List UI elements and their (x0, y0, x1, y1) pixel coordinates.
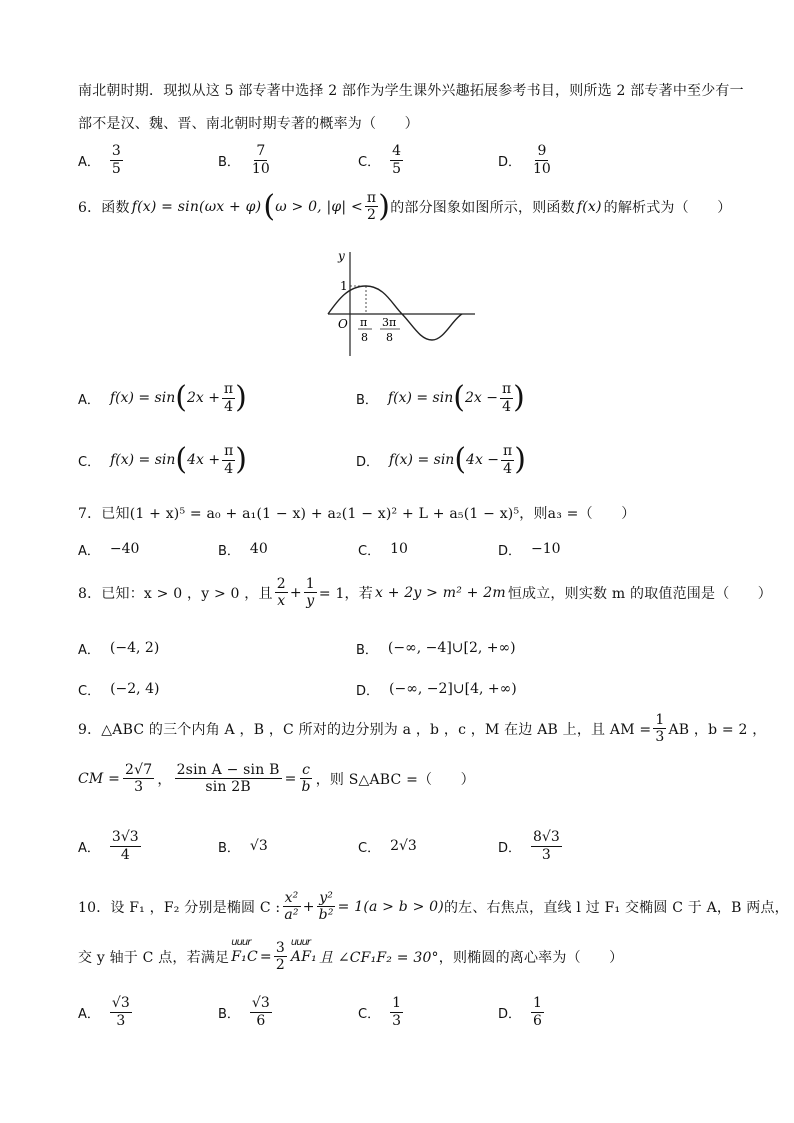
q8-option-a[interactable]: A． (−4, 2) (78, 640, 160, 658)
q5-option-d[interactable]: D． $\frac{9}{10}$ (498, 143, 551, 177)
vector-af1: uuur AF₁ (290, 936, 317, 965)
q5-option-a[interactable]: A． $\frac{3}{5}$ (78, 143, 121, 177)
q8-options-row2 (78, 667, 738, 711)
q6-option-d[interactable]: D． f(x) = sin ( 4x − $\frac{\pi}{4}$ ) (356, 442, 526, 477)
origin-label: O (338, 317, 348, 331)
q5-options (78, 138, 738, 182)
q9-option-d[interactable]: D． $\frac{8√3}{3}$ (498, 829, 560, 863)
q7-stem: 7．已知(1 + x)⁵ = a₀ + a₁(1 − x) + a₂(1 − x)² + L + a₅(1 − x)⁵，则a₃ =（ ） (78, 506, 636, 522)
y-label: y (338, 249, 345, 263)
q7-option-c[interactable]: C． 10 (358, 541, 408, 559)
q10-stem-line1: 10．设 F₁ ，F₂ 分别是椭圆 C : $\frac{\text{x²}}{\text{a²}}$ + $\frac{\text{y²}}{\text{b²}}$ = 1(a > b > 0) 的左、右焦点，直线 l 过 F₁ 交椭圆 C 于 A，B 两点， (78, 890, 789, 924)
q9-options (78, 824, 738, 868)
tick1-den: 8 (361, 331, 368, 344)
q10-options (78, 990, 738, 1034)
q10-option-c[interactable]: C． $\frac{1}{3}$ (358, 995, 401, 1029)
tick2-den: 8 (386, 331, 393, 344)
tick1-num: π (360, 316, 368, 329)
q6-stem: 6．函数 f(x) = sin(ωx + φ) ( ω > 0, |φ| < $\frac{\pi}{2}$ ) 的部分图象如图所示，则函数 f(x) 的解析式为（ ） (78, 188, 732, 224)
q9-option-a[interactable]: A． $\frac{3√3}{4}$ (78, 829, 139, 863)
q5-line2: 部不是汉、魏、晋、南北朝时期专著的概率为（ ） (78, 116, 419, 132)
q8-option-d[interactable]: D． (−∞, −2]∪[4, +∞) (356, 681, 517, 699)
q7-options (78, 527, 738, 571)
q10-option-d[interactable]: D． $\frac{1}{6}$ (498, 995, 542, 1029)
vector-f1c: uuur F₁C (231, 936, 258, 965)
q7-option-b[interactable]: B． 40 (218, 541, 268, 559)
q9-option-c[interactable]: C． 2√3 (358, 838, 417, 856)
q10-stem-line2: 交 y 轴于 C 点，若满足 uuur F₁C = $\frac{3}{2}$ uuur AF₁ 且 ∠CF₁F₂ = 30° ，则椭圆的离心率为（ ） (78, 936, 624, 974)
q5-line1: 南北朝时期．现拟从这 5 部专著中选择 2 部作为学生课外兴趣拓展参考书目，则所选 2 部专著中至少有一 (78, 83, 744, 99)
q8-option-c[interactable]: C． (−2, 4) (78, 681, 160, 699)
q8-option-b[interactable]: B． (−∞, −4]∪[2, +∞) (356, 640, 516, 658)
q9-stem-line1: 9．△ABC 的三个内角 A ，B ，C 所对的边分别为 a ，b ，c ，M 在边 AB 上，且 AM = $\frac{1}{3}$ AB ，b = 2 ， (78, 712, 767, 746)
q7-option-a[interactable]: A． −40 (78, 541, 140, 559)
sine-curve (328, 286, 462, 340)
q8-options-row1 (78, 626, 738, 670)
q9-stem-line2: CM = $\frac{2√7}{3}$ ， $\frac{\text{2sin A − sin B}}{\sin 2B}$ = $\frac{c}{b}$ ，则 S△ABC =（ ） (78, 762, 475, 796)
q10-option-b[interactable]: B． $\frac{√3}{6}$ (218, 995, 270, 1029)
sine-graph (320, 248, 480, 358)
tick2-num: 3π (382, 316, 397, 329)
q8-stem: 8．已知：x > 0 ，y > 0 ，且 $\frac{2}{x}$ + $\frac{1}{y}$ = 1，若 x + 2y > m² + 2m 恒成立，则实数 m 的取值范围是（ ） (78, 576, 773, 610)
q9-option-b[interactable]: B． √3 (218, 838, 268, 856)
q6-option-b[interactable]: B． f(x) = sin ( 2x − $\frac{\pi}{4}$ ) (356, 380, 525, 415)
q6-option-a[interactable]: A． f(x) = sin ( 2x + $\frac{\pi}{4}$ ) (78, 380, 247, 415)
q7-option-d[interactable]: D． −10 (498, 541, 561, 559)
q6-options-row1 (78, 376, 738, 420)
q5-option-c[interactable]: C． $\frac{4}{5}$ (358, 143, 401, 177)
q6-options-row2 (78, 438, 738, 482)
q10-option-a[interactable]: A． $\frac{√3}{3}$ (78, 995, 130, 1029)
q5-option-b[interactable]: B． $\frac{7}{10}$ (218, 143, 270, 177)
q6-option-c[interactable]: C． f(x) = sin ( 4x + $\frac{\pi}{4}$ ) (78, 442, 248, 477)
one-label: 1 (340, 279, 348, 293)
